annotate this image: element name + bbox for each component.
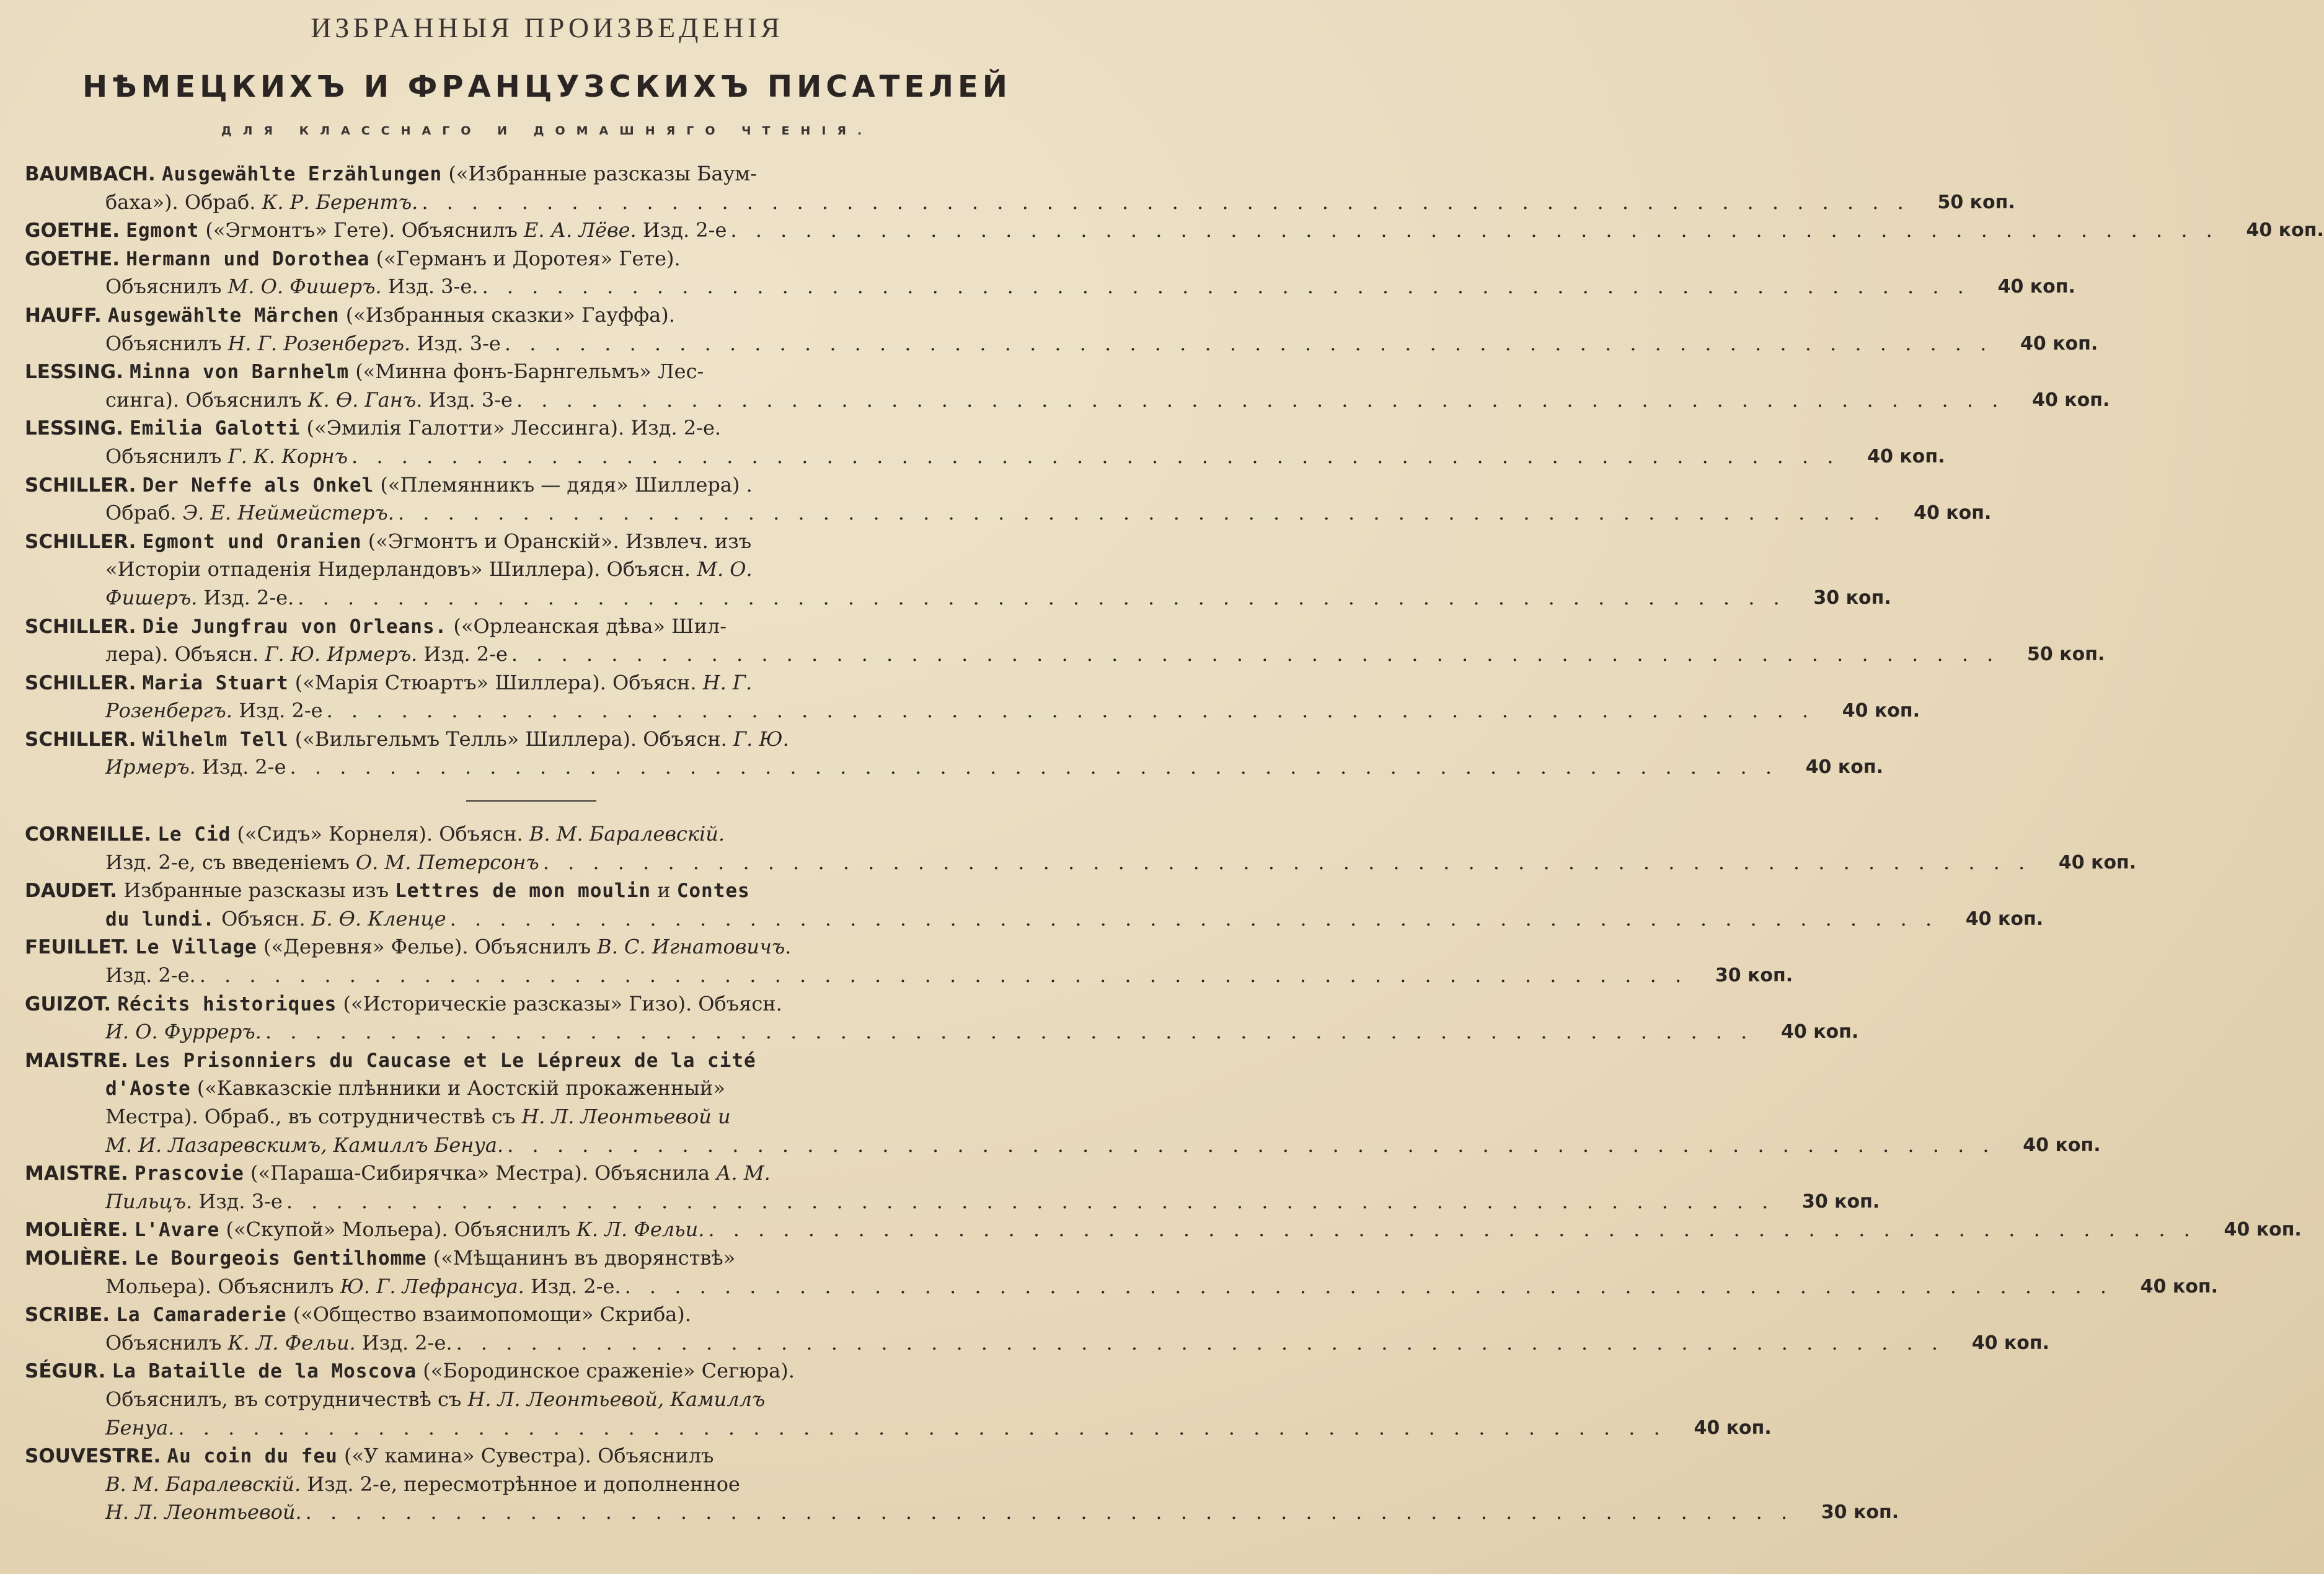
entry-text: Изд. 2-е, пересмотрѣнное и дополненное: [301, 1472, 740, 1496]
work-title: Ausgewählte Märchen: [107, 304, 340, 327]
price: 40 коп.: [2058, 851, 2137, 873]
work-title: Contes: [676, 880, 750, 903]
entry-line: [25, 471, 1069, 500]
dot-leader: . . . . . . . . . . . . . . . . . . . . . . . . . . . . . . . . . . . . . . . . . . . . . . . . . . . . . . . . . . . .: [516, 387, 2005, 412]
entry-line: [25, 753, 1883, 782]
entry-text: [128, 1246, 135, 1270]
entry-line: [25, 245, 1069, 273]
entry-text: [136, 473, 142, 497]
entry-text: («Германъ и Доротея» Гете).: [369, 246, 681, 270]
entry-line: [25, 1357, 1069, 1386]
entry-text: («Бородинское сраженіе» Сегюра).: [417, 1359, 795, 1383]
catalog-entry: [25, 528, 1891, 612]
price: 30 коп.: [1801, 1190, 1880, 1213]
price: 30 коп.: [1821, 1501, 1899, 1524]
entry-text: Объяснилъ: [105, 331, 228, 355]
author-name: SCHILLER.: [25, 671, 136, 694]
work-title: Les Prisonniers du Caucase et Le Lépreux de la cité: [134, 1049, 756, 1072]
work-title: Lettres de mon moulin: [395, 880, 652, 903]
price: 40 коп.: [2246, 219, 2324, 242]
entry-text: («Эгмонтъ» Гете). Объяснилъ: [199, 218, 524, 242]
catalog-entry: [25, 1216, 2302, 1244]
work-title: Wilhelm Tell: [142, 728, 289, 751]
price: 40 коп.: [1971, 1332, 2050, 1354]
entry-line: [25, 414, 1069, 443]
entry-line: [25, 1442, 1069, 1470]
editor-name: В. М. Баралевскій.: [529, 822, 725, 846]
entry-text: Изд. 2-е.: [524, 1274, 621, 1298]
entry-line: [25, 499, 1992, 528]
price: 40 коп.: [1842, 700, 1920, 722]
entry-text: («Минна фонъ-Барнгельмъ» Лес-: [349, 360, 704, 384]
work-title: Hermann und Dorothea: [126, 247, 370, 270]
author-name: SCHILLER.: [25, 530, 136, 553]
editor-name: К. Л. Фельи.: [577, 1218, 705, 1242]
entry-text: [128, 1161, 135, 1185]
editor-name: Ю. Г. Лефрансуа.: [340, 1274, 524, 1298]
entry-text: Избранные разсказы изъ: [117, 878, 395, 903]
work-title: La Bataille de la Moscova: [112, 1360, 417, 1383]
entry-text: Изд. 2-е.: [105, 963, 196, 988]
editor-name: Пильцъ.: [105, 1189, 193, 1213]
entry-text: («Скупой» Мольера). Объяснилъ: [219, 1218, 577, 1242]
work-title: d'Aoste: [105, 1077, 191, 1100]
entry-text: [161, 1444, 167, 1467]
entry-text: Изд. 2-е: [417, 642, 508, 666]
entry-text: («Племянникъ — дядя» Шиллера) .: [374, 472, 753, 497]
work-title: Der Neffe als Onkel: [142, 474, 374, 497]
entry-text: Изд. 3-е.: [381, 275, 479, 299]
page-caption: ДЛЯ КЛАССНАГО И ДОМАШНЯГО ЧТЕНІЯ.: [221, 124, 873, 138]
entry-text: («Деревня» Фелье). Объяснилъ: [257, 935, 598, 959]
entry-line: [25, 1301, 1069, 1329]
author-name: LESSING.: [25, 361, 123, 384]
dot-leader: . . . . . . . . . . . . . . . . . . . . . . . . . . . . . . . . . . . . . . . . . . . . . . . . . . . . . . . . . . . .: [449, 906, 1938, 931]
author-name: GOETHE.: [25, 219, 120, 242]
price: 40 коп.: [1867, 445, 1945, 467]
entry-text: Объяснилъ: [105, 444, 228, 468]
catalog-entry: [25, 1244, 2219, 1301]
entry-text: [151, 822, 157, 846]
entry-line: [25, 1386, 1069, 1414]
entry-line: [25, 669, 1069, 697]
entry-text: [120, 218, 126, 242]
entry-text: [128, 1048, 135, 1072]
price: 40 коп.: [1694, 1417, 1772, 1439]
dot-leader: . . . . . . . . . . . . . . . . . . . . . . . . . . . . . . . . . . . . . . . . . . . . . . . . . . . . . . . . . . . .: [730, 218, 2219, 242]
entry-text: [128, 1218, 135, 1241]
entry-line: [25, 160, 1069, 188]
author-name: SCHILLER.: [25, 615, 136, 638]
entry-text: Изд. 2-е.: [355, 1330, 453, 1355]
dot-leader: . . . . . . . . . . . . . . . . . . . . . . . . . . . . . . . . . . . . . . . . . . . . . . . . . . . . . . . . . . . .: [199, 963, 1688, 988]
dot-leader: . . . . . . . . . . . . . . . . . . . . . . . . . . . . . . . . . . . . . . . . . . . . . . . . . . . . . . . . . . . .: [305, 1500, 1794, 1524]
entry-line: [25, 1074, 1069, 1103]
entry-text: Изд. 2-е.: [197, 585, 294, 609]
work-title: Le Village: [135, 936, 257, 959]
author-name: SCHILLER.: [25, 474, 136, 497]
work-title: La Camaraderie: [116, 1304, 287, 1327]
entry-text: [136, 727, 142, 751]
price: 30 коп.: [1715, 965, 1793, 987]
entry-text: («Эмилія Галотти» Лессинга). Изд. 2-е.: [300, 416, 722, 440]
entry-line: [25, 443, 1945, 471]
page-subtitle: НѢМЕЦКИХЪ И ФРАНЦУЗСКИХЪ ПИСАТЕЛЕЙ: [82, 69, 1012, 104]
entry-text: Изд. 3-е: [410, 331, 501, 355]
entry-line: [25, 301, 1069, 330]
entry-text: Изд. 2-е: [232, 699, 323, 723]
price: 40 коп.: [2140, 1275, 2219, 1298]
entry-text: Обраб.: [105, 501, 183, 525]
dot-leader: . . . . . . . . . . . . . . . . . . . . . . . . . . . . . . . . . . . . . . . . . . . . . . . . . . . . . . . . . . . .: [507, 1133, 1995, 1157]
entry-text: Изд. 2-е, съ введеніемъ: [105, 850, 356, 874]
entry-line: [25, 1470, 1069, 1499]
entry-text: («Общество взаимопомощи» Скриба).: [286, 1302, 691, 1327]
editor-name: Г. К. Корнъ: [228, 444, 348, 468]
french-authors-list: [25, 820, 2302, 1527]
entry-line: [25, 330, 2098, 358]
author-name: MAISTRE.: [25, 1162, 128, 1185]
catalog-entry: [25, 245, 2075, 301]
entry-line: [25, 1046, 1069, 1075]
price: 40 коп.: [1805, 756, 1883, 779]
dot-leader: . . . . . . . . . . . . . . . . . . . . . . . . . . . . . . . . . . . . . . . . . . . . . . . . . . . . . . . . . . . .: [482, 275, 1970, 299]
entry-text: [136, 671, 142, 694]
entry-text: («Вильгельмъ Телль» Шиллера). Объясн.: [288, 727, 733, 751]
entry-text: [156, 162, 162, 185]
entry-text: Объяснилъ: [105, 1330, 228, 1355]
catalog-entry: [25, 1159, 1880, 1216]
entry-text: синга). Объяснилъ: [105, 387, 308, 412]
price: 40 коп.: [2023, 1134, 2101, 1156]
catalog-entry: [25, 414, 1945, 471]
entry-line: [25, 1018, 1859, 1046]
author-name: SCRIBE.: [25, 1304, 110, 1327]
entry-text: Мольера). Объяснилъ: [105, 1274, 340, 1298]
entry-text: («Эгмонтъ и Оранскій». Извлеч. изъ: [361, 529, 752, 553]
editor-name: М. О. Фишеръ.: [228, 275, 382, 299]
entry-text: («Избранныя сказки» Гауффа).: [339, 303, 675, 327]
entry-text: Изд. 3-е: [422, 387, 513, 412]
work-title: Minna von Barnhelm: [130, 361, 350, 384]
work-title: Au coin du feu: [167, 1445, 338, 1468]
work-title: Le Bourgeois Gentilhomme: [134, 1247, 427, 1270]
entry-line: [25, 188, 2015, 217]
author-name: MOLIÈRE.: [25, 1247, 128, 1270]
editor-name: Розенбергъ.: [105, 699, 232, 723]
section-divider: [25, 782, 1069, 820]
author-name: LESSING.: [25, 417, 123, 440]
dot-leader: . . . . . . . . . . . . . . . . . . . . . . . . . . . . . . . . . . . . . . . . . . . . . . . . . . . . . . . . . . . .: [178, 1415, 1666, 1439]
entry-text: Изд. 3-е: [192, 1189, 283, 1213]
dot-leader: . . . . . . . . . . . . . . . . . . . . . . . . . . . . . . . . . . . . . . . . . . . . . . . . . . . . . . . . . . . .: [511, 642, 2000, 666]
editor-name: И. О. Фурреръ.: [105, 1020, 262, 1044]
dot-leader: . . . . . . . . . . . . . . . . . . . . . . . . . . . . . . . . . . . . . . . . . . . . . . . . . . . . . . . . . . . .: [542, 850, 2031, 874]
entry-text: лера). Объясн.: [105, 642, 265, 666]
entry-line: [25, 990, 1069, 1019]
entry-text: («Параша-Сибирячка» Местра). Объяснила: [244, 1161, 717, 1185]
entry-text: Изд. 2-е: [195, 755, 286, 779]
catalog-entry: [25, 612, 2105, 669]
entry-text: («Историческіе разсказы» Гизо). Объясн.: [337, 991, 782, 1015]
entry-text: [102, 303, 108, 327]
catalog-entries: [25, 160, 2324, 1527]
author-name: SCHILLER.: [25, 728, 136, 751]
entry-text: [105, 1359, 112, 1382]
entry-text: Местра). Обраб., въ сотрудничествѣ съ: [105, 1105, 522, 1128]
dot-leader: . . . . . . . . . . . . . . . . . . . . . . . . . . . . . . . . . . . . . . . . . . . . . . . . . . . . . . . . . . . .: [298, 585, 1786, 609]
editor-name: Н. Л. Леонтьевой, Камиллъ: [467, 1387, 766, 1411]
work-title: Egmont: [126, 219, 200, 242]
author-name: SOUVESTRE.: [25, 1445, 161, 1468]
catalog-entry: [25, 160, 2015, 216]
work-title: Emilia Galotti: [130, 417, 301, 440]
entry-text: [136, 529, 142, 553]
entry-text: «Исторіи отпаденія Нидерландовъ» Шиллера). Объясн.: [105, 557, 697, 581]
entry-line: [25, 1273, 2219, 1301]
author-name: GUIZOT.: [25, 993, 112, 1015]
entry-text: («Марія Стюартъ» Шиллера). Объясн.: [288, 670, 703, 694]
entry-line: [25, 1216, 2302, 1244]
catalog-entry: [25, 301, 2098, 358]
entry-text: («Орлеанская дѣва» Шил-: [447, 614, 727, 638]
author-name: BAUMBACH.: [25, 163, 156, 185]
entry-text: Объяснилъ, въ сотрудничествѣ съ: [105, 1387, 468, 1411]
dot-leader: . . . . . . . . . . . . . . . . . . . . . . . . . . . . . . . . . . . . . . . . . . . . . . . . . . . . . . . . . . . .: [351, 444, 1840, 468]
editor-name: Г. Ю.: [733, 727, 789, 751]
entry-line: [25, 1329, 2050, 1358]
german-authors-list: [25, 160, 2324, 782]
entry-line: [25, 1414, 1772, 1443]
entry-text: [111, 992, 117, 1015]
entry-text: («У камина» Сувестра). Объяснилъ: [337, 1444, 714, 1468]
editor-name: К. Л. Фельи.: [228, 1330, 356, 1355]
price: 50 коп.: [2027, 643, 2105, 666]
author-name: MAISTRE.: [25, 1049, 128, 1072]
editor-name: В. С. Игнатовичъ.: [597, 935, 792, 959]
dot-leader: . . . . . . . . . . . . . . . . . . . . . . . . . . . . . . . . . . . . . . . . . . . . . . . . . . . . . . . . . . . .: [624, 1274, 2113, 1298]
author-name: HAUFF.: [25, 304, 102, 327]
work-title: Die Jungfrau von Orleans.: [142, 615, 448, 638]
catalog-entry: [25, 990, 1859, 1046]
editor-name: Н. Л. Леонтьевой и: [521, 1105, 731, 1128]
entry-text: («Кавказскіе плѣнники и Аостскій прокаженный»: [190, 1076, 725, 1100]
entry-text: баха»). Обраб.: [105, 190, 262, 214]
entry-line: [25, 358, 1069, 386]
price: 40 коп.: [2224, 1219, 2302, 1241]
entry-line: [25, 1244, 1069, 1273]
price: 40 коп.: [2020, 332, 2098, 355]
entry-line: [25, 1159, 1069, 1188]
catalog-entry: [25, 1357, 1772, 1442]
entry-line: [25, 962, 1793, 990]
catalog-entry: [25, 1301, 2050, 1357]
entry-line: [25, 386, 2110, 415]
dot-leader: . . . . . . . . . . . . . . . . . . . . . . . . . . . . . . . . . . . . . . . . . . . . . . . . . . . . . . . . . . . .: [265, 1020, 1754, 1044]
entry-line: [25, 528, 1069, 556]
entry-line: [25, 273, 2075, 301]
editor-name: Бенуа.: [105, 1415, 175, 1439]
editor-name: В. М. Баралевскій.: [105, 1472, 301, 1496]
author-name: GOETHE.: [25, 247, 120, 270]
editor-name: Фишеръ.: [105, 585, 198, 609]
editor-name: Н. Г. Розенбергъ.: [228, 331, 411, 355]
entry-line: [25, 640, 2105, 669]
catalog-entry: [25, 669, 1920, 725]
entry-text: Объясн.: [214, 906, 312, 931]
editor-name: Н. Л. Леонтьевой.: [105, 1500, 302, 1524]
entry-text: [129, 935, 135, 958]
work-title: Egmont und Oranien: [142, 530, 362, 553]
entry-text: [136, 614, 142, 638]
editor-name: О. М. Петерсонъ: [355, 850, 539, 874]
entry-text: Объяснилъ: [105, 275, 228, 299]
editor-name: А. М.: [716, 1161, 771, 1185]
entry-text: [123, 360, 130, 383]
entry-line: [25, 849, 2137, 877]
entry-line: [25, 584, 1891, 612]
entry-line: [25, 1103, 1069, 1131]
entry-text: («Избранные разсказы Баум-: [442, 162, 758, 185]
entry-line: [25, 725, 1069, 754]
editor-name: Э. Е. Неймейстеръ.: [182, 501, 394, 525]
dot-leader: . . . . . . . . . . . . . . . . . . . . . . . . . . . . . . . . . . . . . . . . . . . . . . . . . . . . . . . . . . . .: [422, 190, 1910, 214]
editor-name: Б. Ѳ. Кленце: [311, 906, 446, 931]
author-name: FEUILLET.: [25, 936, 129, 959]
price: 40 коп.: [1914, 502, 1992, 524]
entry-text: [110, 1302, 116, 1326]
editor-name: Ирмеръ.: [105, 755, 196, 779]
entry-text: Изд. 2-е: [636, 218, 727, 242]
catalog-entry: [25, 216, 2324, 245]
editor-name: Г. Ю. Ирмеръ.: [265, 642, 418, 666]
catalog-entry: [25, 1442, 1899, 1527]
catalog-entry: [25, 820, 2137, 877]
price: 40 коп.: [2032, 389, 2110, 411]
dot-leader: . . . . . . . . . . . . . . . . . . . . . . . . . . . . . . . . . . . . . . . . . . . . . . . . . . . . . . . . . . . .: [397, 501, 1886, 525]
price: 30 коп.: [1813, 586, 1891, 609]
catalog-entry: [25, 725, 1883, 782]
entry-text: [120, 247, 126, 270]
catalog-entry: [25, 933, 1793, 989]
work-title: Ausgewählte Erzählungen: [161, 163, 443, 185]
dot-leader: . . . . . . . . . . . . . . . . . . . . . . . . . . . . . . . . . . . . . . . . . . . . . . . . . . . . . . . . . . . .: [289, 755, 1778, 779]
work-title: du lundi.: [105, 908, 215, 931]
entry-text: («Сидъ» Корнеля). Объясн.: [231, 822, 529, 846]
entry-text: («Мѣщанинъ въ дворянствѣ»: [426, 1245, 736, 1270]
author-name: SÉGUR.: [25, 1360, 106, 1383]
work-title: Le Cid: [157, 823, 231, 846]
price: 40 коп.: [1965, 908, 2044, 930]
entry-line: [25, 1131, 2101, 1160]
editor-name: М. И. Лазаревскимъ, Камиллъ Бенуа.: [105, 1133, 504, 1157]
dot-leader: . . . . . . . . . . . . . . . . . . . . . . . . . . . . . . . . . . . . . . . . . . . . . . . . . . . . . . . . . . . .: [504, 331, 1993, 355]
dot-leader: . . . . . . . . . . . . . . . . . . . . . . . . . . . . . . . . . . . . . . . . . . . . . . . . . . . . . . . . . . . .: [708, 1218, 2196, 1242]
entry-line: [25, 905, 2044, 934]
editor-name: К. Р. Берентъ.: [262, 190, 418, 214]
editor-name: Н. Г.: [702, 670, 753, 694]
entry-text: [123, 416, 130, 440]
author-name: CORNEILLE.: [25, 823, 152, 846]
dot-leader: . . . . . . . . . . . . . . . . . . . . . . . . . . . . . . . . . . . . . . . . . . . . . . . . . . . . . . . . . . . .: [286, 1189, 1775, 1213]
author-name: MOLIÈRE.: [25, 1219, 128, 1242]
work-title: L'Avare: [134, 1219, 220, 1242]
entry-line: [25, 1188, 1880, 1216]
dot-leader: . . . . . . . . . . . . . . . . . . . . . . . . . . . . . . . . . . . . . . . . . . . . . . . . . . . . . . . . . . . .: [326, 699, 1815, 723]
editor-name: Е. А. Лёве.: [524, 218, 637, 242]
entry-line: [25, 877, 1069, 905]
entry-line: [25, 612, 1069, 641]
author-name: DAUDET.: [25, 880, 118, 903]
catalog-entry: [25, 358, 2110, 414]
work-title: Maria Stuart: [142, 671, 289, 694]
entry-line: [25, 216, 2324, 245]
entry-line: [25, 1498, 1899, 1527]
entry-line: [25, 697, 1920, 725]
entry-line: [25, 555, 1069, 584]
dot-leader: . . . . . . . . . . . . . . . . . . . . . . . . . . . . . . . . . . . . . . . . . . . . . . . . . . . . . . . . . . . .: [456, 1330, 1945, 1355]
catalog-entry: [25, 471, 1992, 528]
catalog-entry: [25, 1046, 2101, 1159]
price: 40 коп.: [1997, 276, 2075, 298]
editor-name: К. Ѳ. Ганъ.: [307, 387, 423, 412]
work-title: Récits historiques: [117, 993, 337, 1015]
entry-text: и: [651, 878, 677, 903]
page-title: ИЗБРАННЫЯ ПРОИЗВЕДЕНІЯ: [311, 12, 784, 43]
catalog-entry: [25, 877, 2044, 933]
entry-line: [25, 933, 1069, 962]
work-title: Prascovie: [134, 1162, 244, 1185]
price: 40 коп.: [1781, 1021, 1859, 1043]
editor-name: М. О.: [697, 557, 753, 581]
price: 50 коп.: [1937, 191, 2015, 213]
entry-line: [25, 820, 1069, 849]
